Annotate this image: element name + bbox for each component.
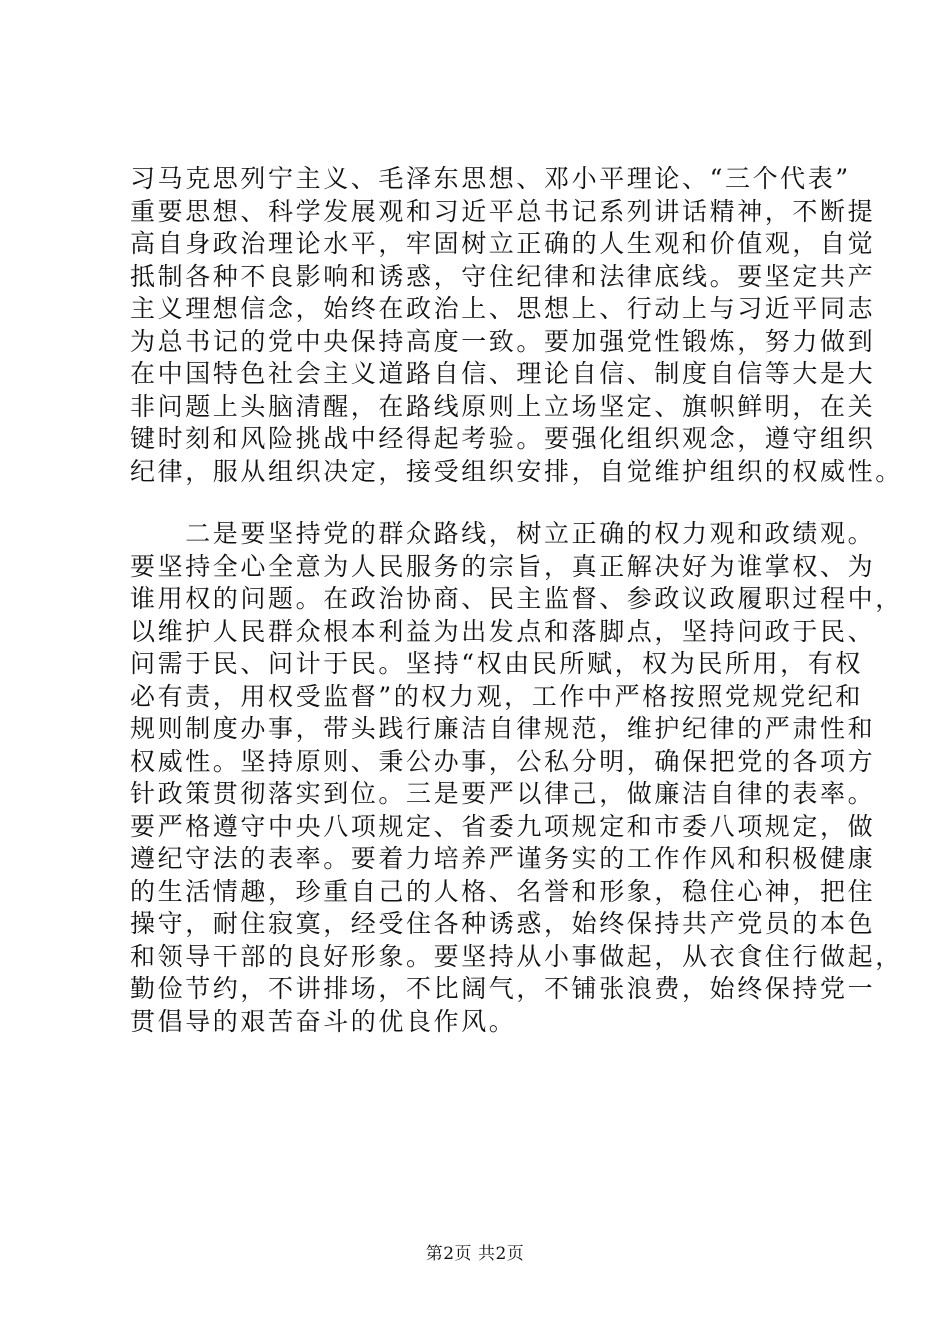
text-line: 主义理想信念，始终在政治上、思想上、行动上与习近平同志 — [130, 294, 876, 323]
text-line: 键时刻和风险挑战中经得起考验。要强化组织观念，遵守组织 — [130, 424, 876, 453]
document-body — [130, 163, 903, 1038]
text-line: 针政策贯彻落实到位。三是要严以律己，做廉洁自律的表率。 — [130, 779, 876, 808]
text-line: 以维护人民群众根本利益为出发点和落脚点，坚持问政于民、 — [130, 616, 876, 646]
text-line: 操守，耐住寂寞，经受住各种诱惑，始终保持共产党员的本色 — [130, 909, 876, 938]
text-line: 高自身政治理论水平，牢固树立正确的人生观和价值观，自觉 — [130, 229, 876, 258]
text-line: 要严格遵守中央八项规定、省委九项规定和市委八项规定，做 — [130, 811, 876, 841]
text-line: 贯倡导的艰苦奋斗的优良作风。 — [130, 1006, 517, 1036]
text-line: 纪律，服从组织决定，接受组织安排，自觉维护组织的权威性。 — [130, 456, 903, 486]
text-line: 在中国特色社会主义道路自信、理论自信、制度自信等大是大 — [130, 359, 876, 388]
page-number-label: 第2页 共2页 — [425, 1244, 525, 1264]
text-line: 遵纪守法的表率。要着力培养严谨务实的工作作风和积极健康 — [130, 844, 876, 873]
text-line: 必有责，用权受监督”的权力观，工作中严格按照党规党纪和 — [130, 681, 863, 711]
paragraph-1 — [130, 163, 903, 488]
page-footer — [0, 1243, 950, 1265]
text-line: 和领导干部的良好形象。要坚持从小事做起，从衣食住行做起， — [130, 941, 903, 971]
text-line: 抵制各种不良影响和诱惑，守住纪律和法律底线。要坚定共产 — [130, 261, 876, 291]
text-line: 二是要坚持党的群众路线，树立正确的权力观和政绩观。 — [130, 519, 876, 548]
text-line: 重要思想、科学发展观和习近平总书记系列讲话精神，不断提 — [130, 196, 876, 226]
text-line: 谁用权的问题。在政治协商、民主监督、参政议政履职过程中， — [130, 584, 903, 613]
text-line: 习马克思列宁主义、毛泽东思想、邓小平理论、“三个代表” — [130, 164, 851, 193]
text-line: 为总书记的党中央保持高度一致。要加强党性锻炼，努力做到 — [130, 326, 876, 356]
text-line: 规则制度办事，带头践行廉洁自律规范，维护纪律的严肃性和 — [130, 714, 876, 743]
text-line: 问需于民、问计于民。坚持“权由民所赋，权为民所用，有权 — [130, 649, 863, 678]
text-line: 权威性。坚持原则、秉公办事，公私分明，确保把党的各项方 — [130, 746, 876, 776]
text-line: 非问题上头脑清醒，在路线原则上立场坚定、旗帜鲜明，在关 — [130, 391, 876, 421]
paragraph-2 — [130, 518, 903, 1038]
text-line: 要坚持全心全意为人民服务的宗旨，真正解决好为谁掌权、为 — [130, 551, 876, 581]
text-line: 勤俭节约，不讲排场，不比阔气，不铺张浪费，始终保持党一 — [130, 974, 876, 1003]
text-line: 的生活情趣，珍重自己的人格、名誉和形象，稳住心神，把住 — [130, 876, 876, 906]
